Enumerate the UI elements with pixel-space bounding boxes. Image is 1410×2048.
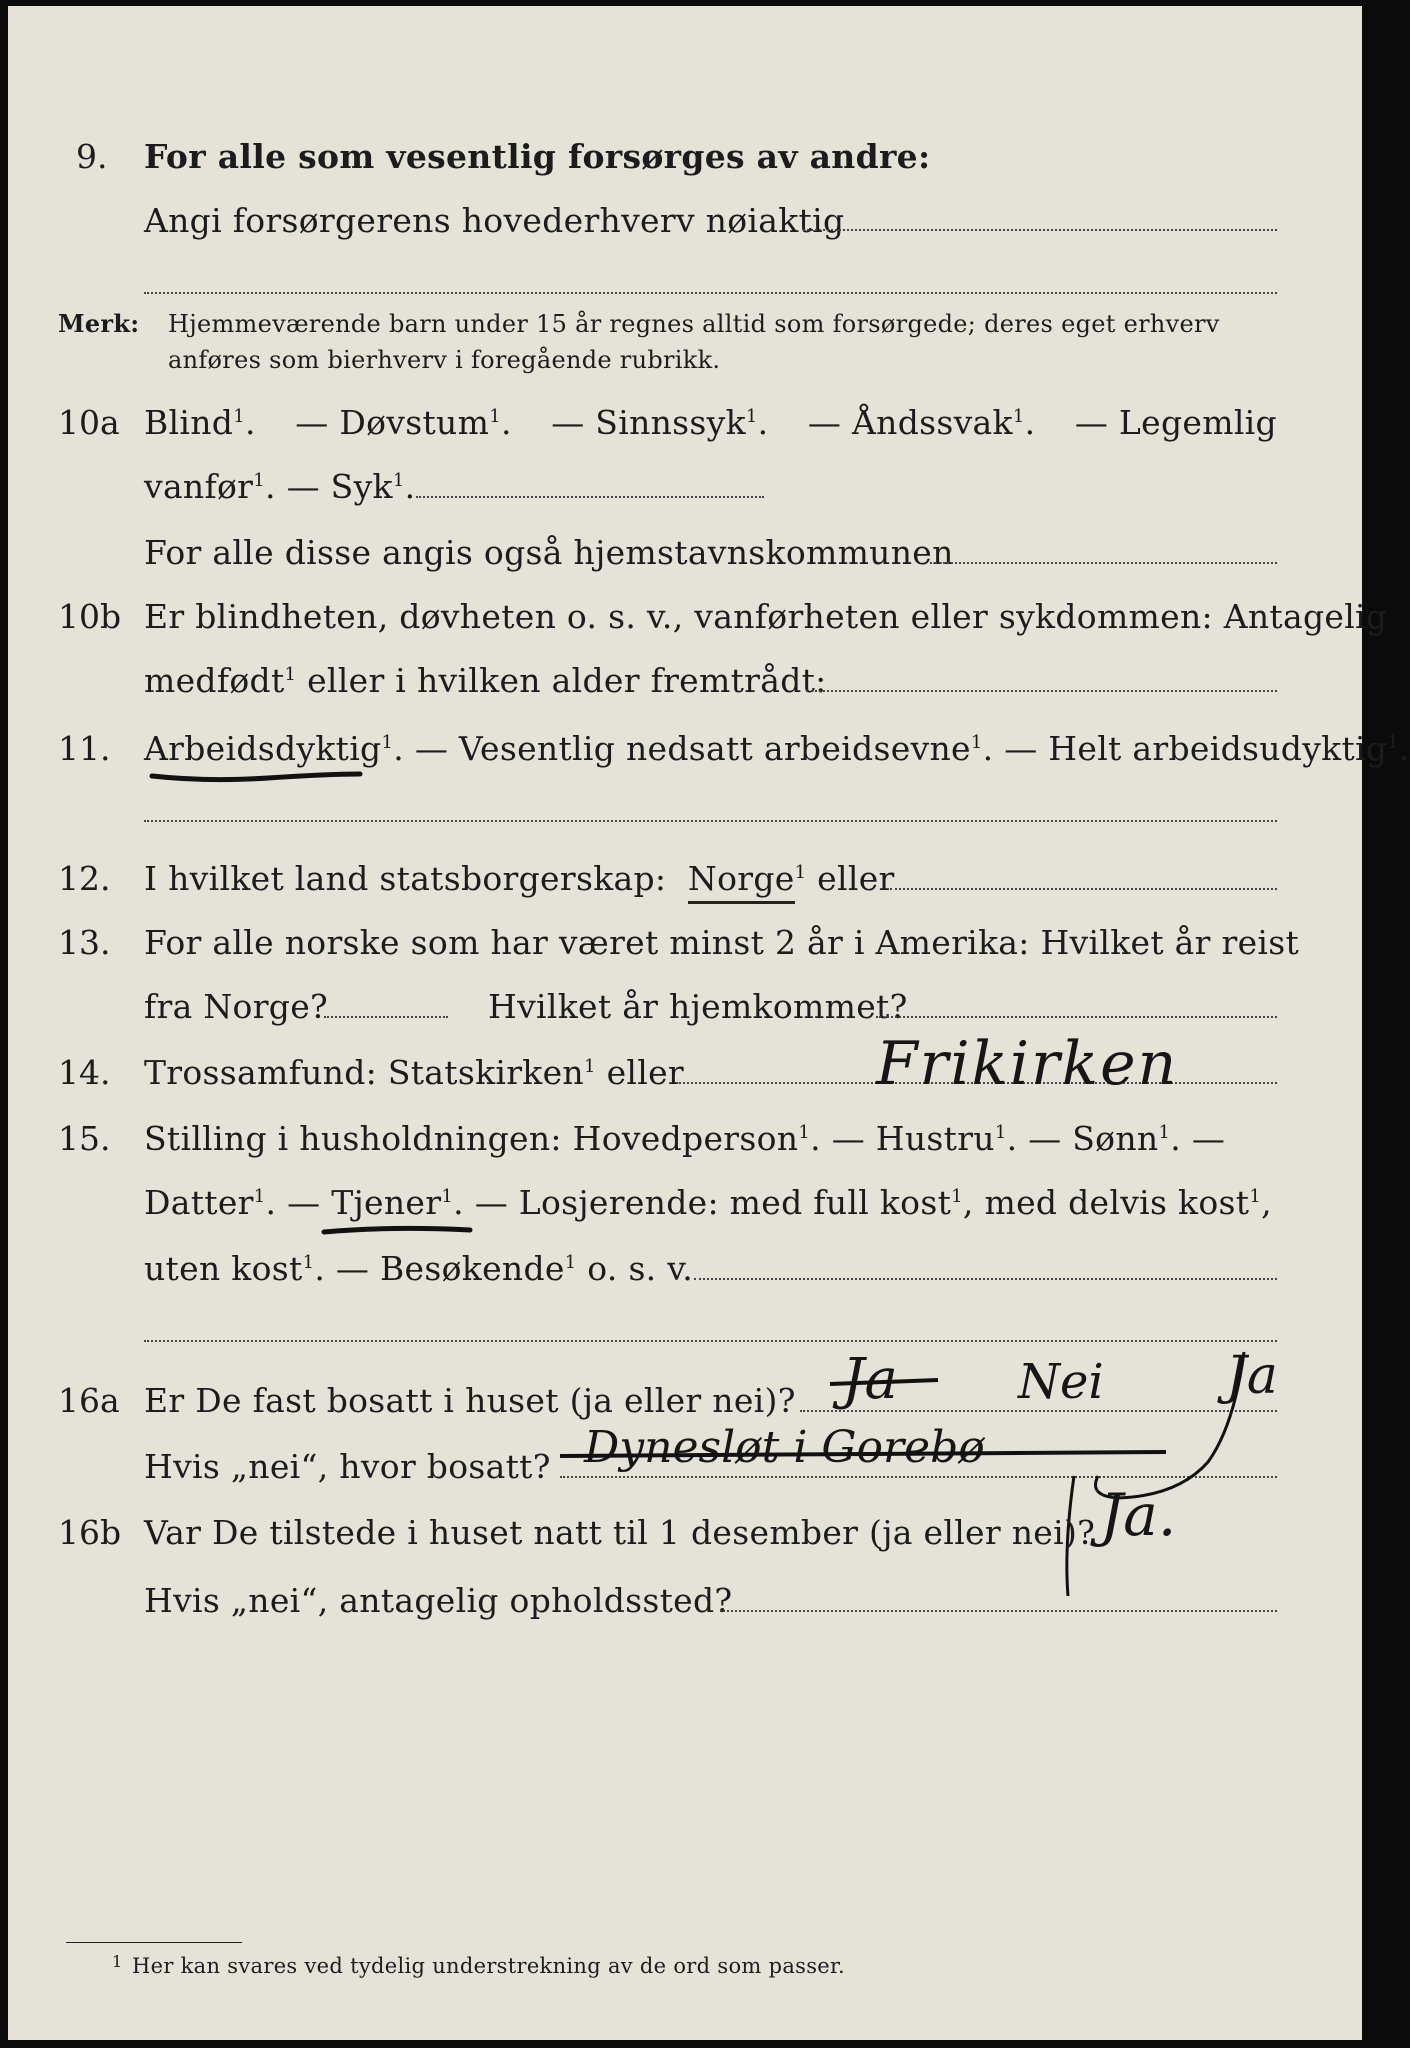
q16a-line2: Hvis „nei“, hvor bosatt?: [144, 1447, 551, 1486]
q10b-number: 10b: [58, 597, 122, 636]
q16b-line2: Hvis „nei“, antagelig opholdssted?: [144, 1581, 733, 1620]
q16a-answer-nei: Nei: [1018, 1354, 1104, 1410]
merk-line1: Hjemmeværende barn under 15 år regnes alltid som forsørgede; deres eget erhverv: [168, 310, 1220, 338]
q12-answer-line: [890, 888, 1277, 890]
q16a-strike-ja: [826, 1374, 946, 1394]
q10a-andssvak: — Åndssvak$^1$.: [807, 403, 1036, 442]
q9-answer-line: [803, 229, 1277, 231]
q13-line1: For alle norske som har været minst 2 år i Amerika: Hvilket år reist: [144, 923, 1300, 962]
q12-norge: Norge: [688, 859, 795, 904]
merk-label: Merk:: [58, 309, 140, 338]
footnote-text: Her kan svares ved tydelig understrekning av de ord som passer.: [132, 1954, 846, 1978]
q10a-number: 10a: [58, 403, 120, 442]
q15-number: 15.: [58, 1119, 111, 1158]
q10a-blind: Blind$^1$.: [144, 403, 256, 442]
q10b-line1: Er blindheten, døvheten o. s. v., vanførheten eller sykdommen: Antagelig: [144, 597, 1388, 636]
merk-line2: anføres som bierhverv i foregående rubrikk.: [168, 346, 721, 374]
q11-arbeidsdyktig: Arbeidsdyktig: [144, 729, 382, 768]
q10a-line1: [144, 403, 1277, 442]
q16b-answer-line: [720, 1610, 1277, 1612]
footnote-mark: 1: [112, 1952, 123, 1971]
q12-number: 12.: [58, 859, 111, 898]
q16a-line1: Er De fast bosatt i huset (ja eller nei)?: [144, 1381, 796, 1420]
q10a-sinnssyk: — Sinnssyk$^1$.: [551, 403, 769, 442]
q11-underline-mark: [148, 764, 368, 788]
q16b-answer: Ja.: [1100, 1481, 1177, 1549]
q10a-hjemstavn-line: [930, 562, 1277, 564]
q13-reist-line: [324, 1016, 448, 1018]
q16b-number: 16b: [58, 1513, 122, 1552]
q16a-answer-ja: Ja: [1226, 1346, 1278, 1406]
q9-line1: For alle som vesentlig forsørges av andre:: [144, 137, 931, 176]
q14-number: 14.: [58, 1053, 111, 1092]
q16a-struck-place: Dynesløt i Gorebø: [584, 1422, 985, 1473]
q16a-number: 16a: [58, 1381, 120, 1420]
q11-number: 11.: [58, 729, 111, 768]
q10a-answer-line: [416, 496, 764, 498]
census-form-page: [8, 6, 1410, 2040]
q16a-answer-ja-struck: Ja: [842, 1347, 898, 1412]
q13-number: 13.: [58, 923, 111, 962]
q10b-line2: medfødt$^1$ eller i hvilken alder fremtrådt:: [144, 661, 827, 700]
q10a-dovstum: — Døvstum$^1$.: [295, 403, 512, 442]
footnote-rule: [66, 1942, 242, 1943]
q15-tjener: Tjener: [331, 1183, 442, 1222]
q15-line1: Stilling i husholdningen: Hovedperson$^1$. — Hustru$^1$. — Sønn$^1$. —: [144, 1119, 1226, 1158]
q15-extra-line: [144, 1340, 1277, 1342]
q9-extra-line: [144, 292, 1277, 294]
q10b-answer-line: [806, 690, 1277, 692]
q15-answer-line: [694, 1278, 1277, 1280]
q16b-line1: Var De tilstede i huset natt til 1 desember (ja eller nei)?: [144, 1513, 1096, 1552]
q16a-correction-stroke: [1058, 1346, 1308, 1606]
q9-line2: Angi forsørgerens hovederhverv nøiaktig: [144, 201, 845, 240]
q14-answer-handwritten: Frikirken: [876, 1029, 1179, 1099]
q11-extra-line: [144, 820, 1277, 822]
q13-hjemkommet-line: [876, 1016, 1277, 1018]
q11-line: Arbeidsdyktig$^1$. — Vesentlig nedsatt arbeidsevne$^1$. — Helt arbeidsudyktig$^1$.: [144, 729, 1410, 768]
q10a-legemlig: — Legemlig: [1074, 403, 1277, 442]
q15-underline-mark: [320, 1220, 480, 1240]
q13-line2b: Hvilket år hjemkommet?: [488, 987, 908, 1026]
q13-line2a: fra Norge?: [144, 987, 329, 1026]
q10a-line3: For alle disse angis også hjemstavnskommunen: [144, 533, 954, 572]
q10a-line2: vanfør$^1$. — Syk$^1$.: [144, 467, 416, 506]
q12-line: I hvilket land statsborgerskap: Norge$^1$ eller: [144, 862, 895, 895]
q15-line3: uten kost$^1$. — Besøkende$^1$ o. s. v.: [144, 1249, 694, 1288]
q15-line2: Datter$^1$. — Tjener$^1$. — Losjerende: med full kost$^1$, med delvis kost$^1$,: [144, 1183, 1272, 1222]
q14-line: Trossamfund: Statskirken$^1$ eller: [144, 1053, 685, 1092]
q9-number: 9.: [76, 137, 108, 176]
